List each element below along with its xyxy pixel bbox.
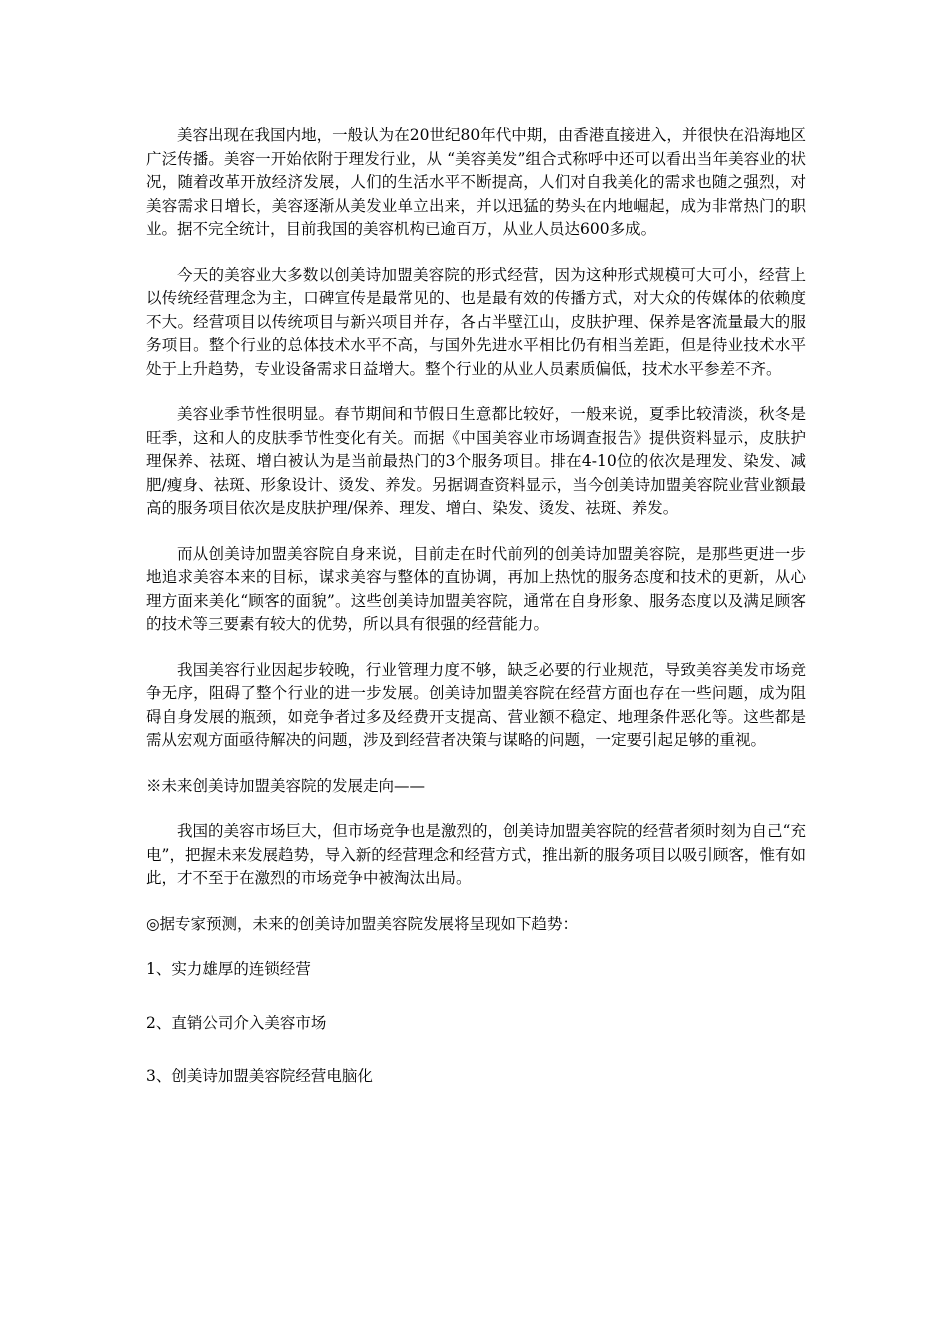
trend-item: 1、实力雄厚的连锁经营: [146, 960, 311, 978]
paragraph-origin: 美容出现在我国内地，一般认为在20世纪80年代中期，由香港直接进入，并很快在沿海地区广泛传播。美容一开始依附于理发行业，从 “美容美发”组合式称呼中还可以看出当年美容业的状况，随着改革开放经济发展，人们的生活水平不断提高，人们对自我美化的需求也随之强烈，对美容需求日增长，美容逐渐从美发业单立出来，并以迅猛的势头在内地崛起，成为非常热门的职业。据不完全统计，目前我国的美容机构已逾百万，从业人员达600多成。: [146, 126, 806, 238]
document-page: [146, 124, 806, 1119]
paragraph-salon-advantages: 而从创美诗加盟美容院自身来说，目前走在时代前列的创美诗加盟美容院，是那些更进一步地追求美容本来的目标，谋求美容与整体的直协调，再加上热忱的服务态度和技术的更新，从心理方面来美化“顾客的面貌”。这些创美诗加盟美容院，通常在自身形象、服务态度以及满足顾客的技术等三要素有较大的优势，所以具有很强的经营能力。: [146, 544, 806, 633]
trend-list: [146, 958, 806, 1089]
trend-item: 2、直销公司介入美容市场: [146, 1013, 327, 1032]
trend-item: 3、创美诗加盟美容院经营电脑化: [146, 1067, 373, 1085]
section-heading: ※未来创美诗加盟美容院的发展走向——: [146, 776, 426, 795]
paragraph-business-model: 今天的美容业大多数以创美诗加盟美容院的形式经营，因为这种形式规模可大可小，经营上以传统经营理念为主，口碑宣传是最常见的、也是最有效的传播方式，对大众的传媒体的依赖度不大。经营项目以传统项目与新兴项目并存，各占半壁江山，皮肤护理、保养是客流量最大的服务项目。整个行业的总体技术水平不高，与国外先进水平相比仍有相当差距，但是待业技术水平处于上升趋势，专业设备需求日益增大。整个行业的从业人员素质偏低，技术水平参差不齐。: [146, 265, 806, 378]
paragraph-industry-problems: 我国美容行业因起步较晚，行业管理力度不够，缺乏必要的行业规范，导致美容美发市场竞争无序，阻碍了整个行业的进一步发展。创美诗加盟美容院在经营方面也存在一些问题，成为阻碍自身发展的瓶颈，如竞争者过多及经费开支提高、营业额不稳定、地理条件恶化等。这些都是需从宏观方面亟待解决的问题，涉及到经营者决策与谋略的问题，一定要引起足够的重视。: [146, 660, 806, 749]
paragraph-market-outlook: 我国的美容市场巨大，但市场竞争也是激烈的，创美诗加盟美容院的经营者须时刻为自己“充电”，把握未来发展趋势，导入新的经营理念和经营方式，推出新的服务项目以吸引顾客，惟有如此，才不至于在激烈的市场竞争中被淘汰出局。: [146, 822, 806, 887]
paragraph-seasonality: 美容业季节性很明显。春节期间和节假日生意都比较好，一般来说，夏季比较清淡，秋冬是旺季，这和人的皮肤季节性变化有关。而据《中国美容业市场调查报告》提供资料显示，皮肤护理保养、祛斑、增白被认为是当前最热门的3个服务项目。排在4-10位的依次是理发、染发、减肥/瘦身、祛斑、形象设计、烫发、养发。另据调查资料显示，当今创美诗加盟美容院业营业额最高的服务项目依次是皮肤护理/保养、理发、增白、染发、烫发、祛斑、养发。: [146, 405, 806, 517]
forecast-intro: ◎据专家预测，未来的创美诗加盟美容院发展将呈现如下趋势：: [146, 914, 579, 933]
